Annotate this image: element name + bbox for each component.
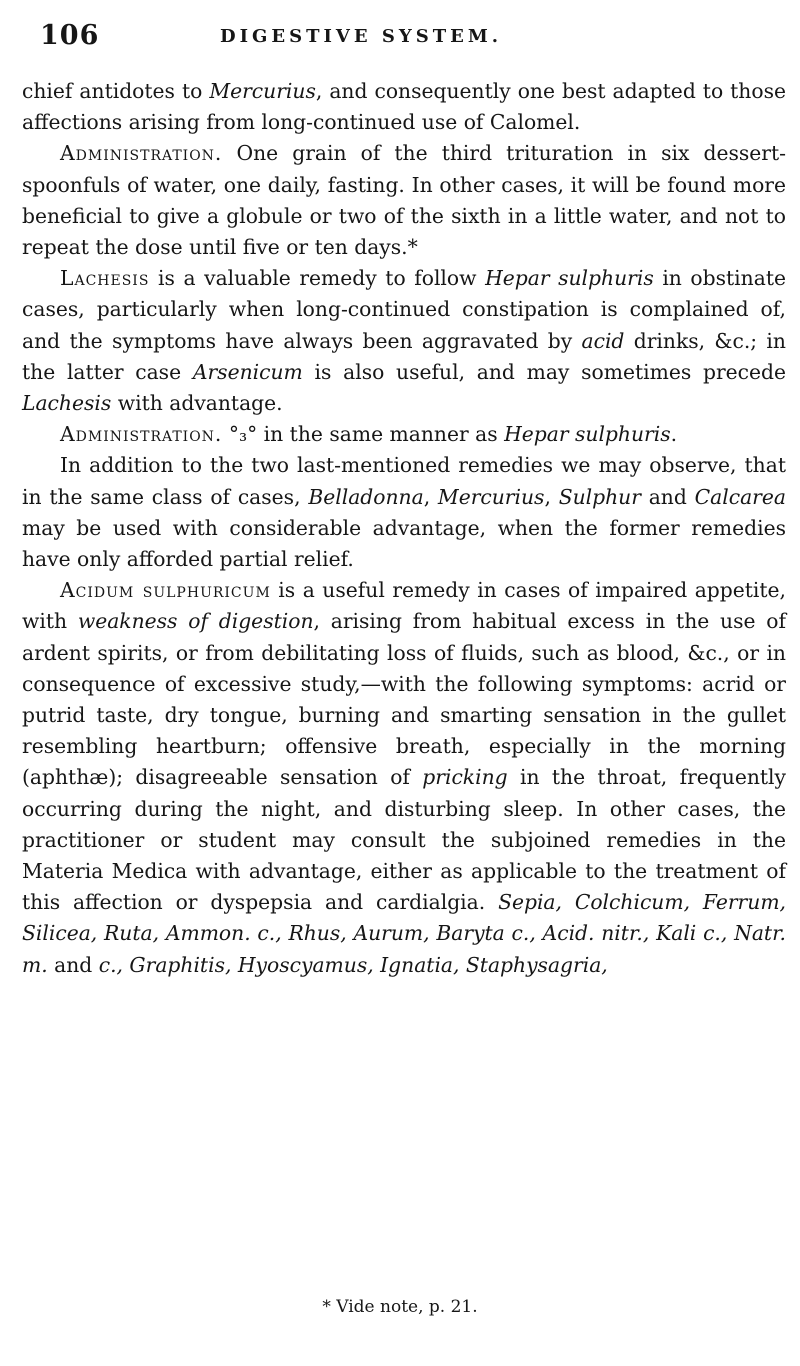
- paragraph: [22, 138, 786, 263]
- footnote: * Vide note, p. 21.: [322, 1297, 478, 1317]
- italic-run: Belladonna: [308, 484, 424, 509]
- paragraph: [22, 419, 786, 450]
- italic-run: acid: [581, 328, 625, 353]
- running-head: DIGESTIVE SYSTEM.: [220, 26, 503, 47]
- small-caps-run: Administration.: [60, 141, 223, 166]
- italic-run: Sulphur: [558, 484, 641, 509]
- text-run: ,: [423, 484, 438, 509]
- italic-run: c., Graphitis, Hyoscyamus, Ignatia, Staphysagria,: [98, 952, 608, 977]
- text-run: In addition to the two last-mentioned remedies we may observe, that in the same class of cases,: [22, 453, 786, 509]
- italic-run: Hepar sulphuris: [485, 266, 654, 291]
- text-run: in the throat, frequently occurring during the night, and disturbing sleep. In other cases, the practitioner or student may consult the subjoined remedies in the Materia Medica with advantage, either as applicable to the treatment of this affection or dyspepsia and cardialgia.: [22, 765, 786, 915]
- italic-run: Sepia, Colchicum, Ferrum, Silicea, Ruta, Ammon. c., Rhus, Aurum, Baryta c., Acid. nitr., Kali c., Natr. m.: [22, 890, 786, 977]
- text-run: is also useful, and may sometimes precede: [302, 359, 786, 384]
- italic-run: Mercurius: [437, 484, 545, 509]
- text-run: may be used with considerable advantage, when the former remedies have only afforded partial relief.: [22, 515, 786, 572]
- paragraph: [22, 575, 786, 981]
- text-run: One grain of the third trituration in six dessert-spoonfuls of water, one daily, fasting. In other cases, it will be found more beneficial to give a globule or two of the sixth in a little water, and not to repeat the dose until five or ten days.*: [22, 141, 786, 260]
- text-run: , arising from habitual excess in the use of ardent spirits, or from debilitating loss of fluids, such as blood, &c., or in consequence of excessive study,—with the following symptoms: acrid or putrid taste, dry tongue, burning and smarting sensation in the gullet resembling heartburn; offensive breath, especially in the morning (aphthæ); disagreeable sensation of: [22, 609, 786, 790]
- page-header: [40, 20, 760, 64]
- small-caps-run: Acidum sulphuricum: [60, 578, 271, 603]
- text-run: in obstinate cases, particularly when long-continued constipation is complained of, and the symptoms have always been aggravated by: [22, 266, 786, 353]
- italic-run: Lachesis: [22, 391, 112, 416]
- text-run: with advantage.: [111, 391, 283, 416]
- text-run: and: [47, 952, 99, 977]
- text-run: and: [640, 484, 695, 509]
- italic-run: Mercurius: [209, 79, 316, 103]
- paragraph: [22, 76, 786, 138]
- text-run: chief antidotes to: [22, 79, 210, 103]
- text-run: is a valuable remedy to follow: [149, 266, 486, 291]
- text-run: °₃° in the same manner as: [222, 422, 505, 447]
- body-text: [22, 76, 786, 981]
- paragraph: [22, 450, 786, 575]
- small-caps-run: Administration.: [60, 422, 223, 447]
- text-run: .: [670, 422, 678, 447]
- text-run: , and consequently one best adapted to those affections arising from long-continued use of Calomel.: [22, 79, 786, 135]
- text-run: drinks, &c.; in the latter case: [22, 328, 786, 384]
- paragraph: [22, 263, 786, 419]
- italic-run: weakness of digestion: [77, 609, 314, 634]
- italic-run: Hepar sulphuris: [504, 422, 671, 447]
- text-run: is a useful remedy in cases of impaired appetite, with: [22, 578, 786, 634]
- italic-run: pricking: [422, 765, 508, 790]
- small-caps-run: Lachesis: [60, 266, 150, 291]
- italic-run: Calcarea: [694, 484, 786, 509]
- italic-run: Arsenicum: [192, 359, 303, 384]
- text-run: ,: [544, 484, 559, 509]
- page-number: 106: [40, 20, 100, 51]
